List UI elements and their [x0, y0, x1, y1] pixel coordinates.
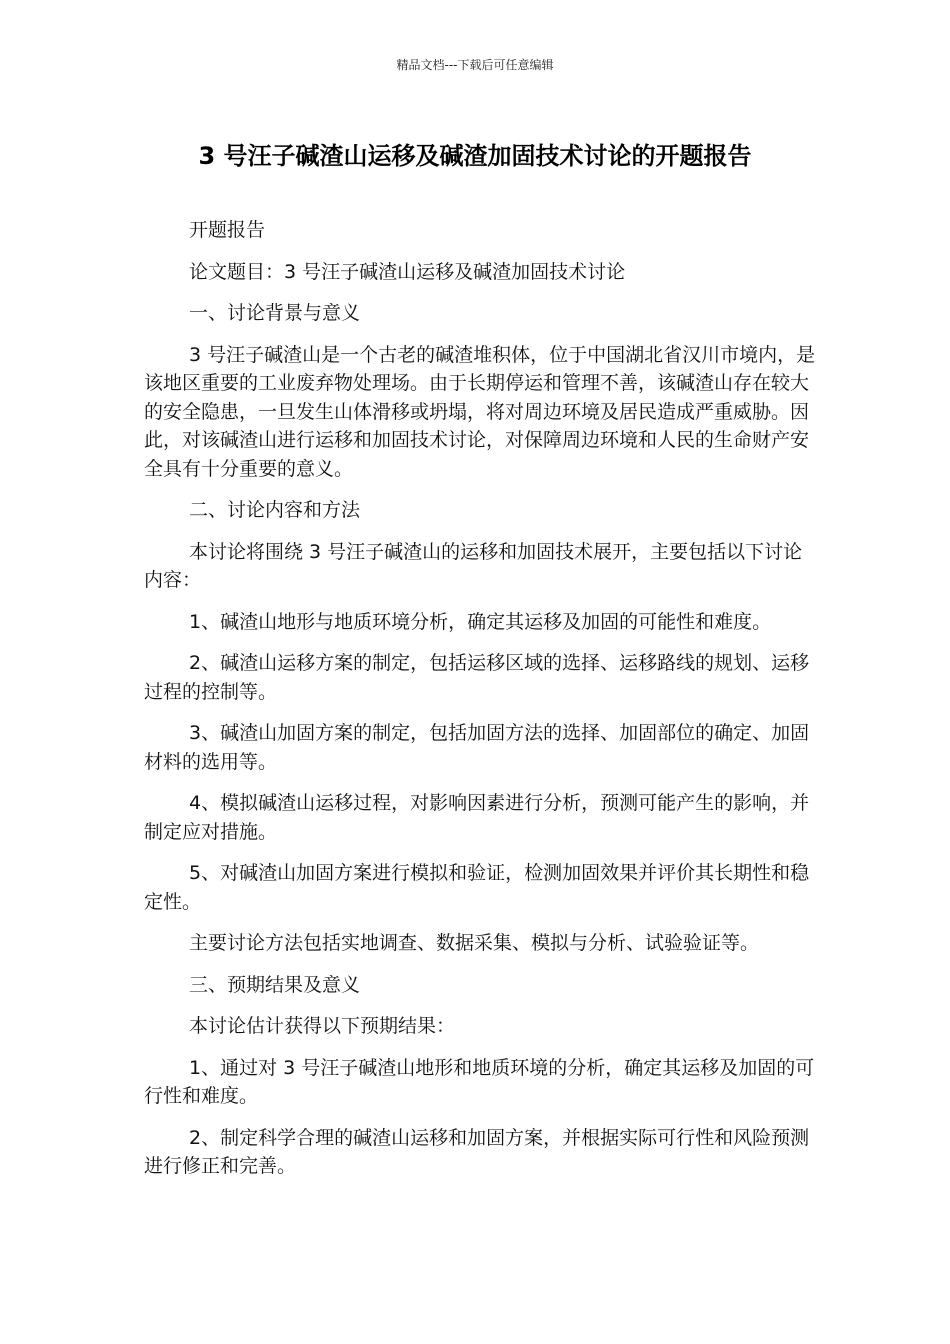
list-item-result-1: 1、通过对 3 号汪子碱渣山地形和地质环境的分析，确定其运移及加固的可行性和难度。: [144, 1056, 815, 1107]
list-item-content-5: 5、对碱渣山加固方案进行模拟和验证，检测加固效果并评价其长期性和稳定性。: [144, 862, 810, 913]
page-header-note: 精品文档---下载后可任意编辑: [396, 58, 554, 72]
section-heading-background: 一、讨论背景与意义: [189, 302, 361, 324]
paragraph-background: 3 号汪子碱渣山是一个古老的碱渣堆积体，位于中国湖北省汉川市境内，是该地区重要的工业废弃物处理场。由于长期停运和管理不善，该碱渣山存在较大的安全隐患，一旦发生山体滑移或坍塌，将对周边环境及居民造成严重威胁。因此，对该碱渣山进行运移和加固技术讨论，对保障周边环境和人民的生命财产安全具有十分重要的意义。: [144, 343, 816, 480]
document-body: [144, 216, 820, 1194]
document-title: 3 号汪子碱渣山运移及碱渣加固技术讨论的开题报告: [198, 142, 752, 170]
paragraph-content-intro: 本讨论将围绕 3 号汪子碱渣山的运移和加固技术展开，主要包括以下讨论内容：: [144, 540, 803, 591]
list-item-content-4: 4、模拟碱渣山运移过程，对影响因素进行分析，预测可能产生的影响，并制定应对措施。: [144, 792, 810, 843]
list-item-result-2: 2、制定科学合理的碱渣山运移和加固方案，并根据实际可行性和风险预测进行修正和完善。: [144, 1126, 810, 1177]
paragraph-methods: 主要讨论方法包括实地调查、数据采集、模拟与分析、试验验证等。: [189, 932, 760, 954]
thesis-title-line: 论文题目：3 号汪子碱渣山运移及碱渣加固技术讨论: [189, 260, 626, 283]
section-heading-expected-results: 三、预期结果及意义: [189, 973, 361, 996]
heading-proposal: 开题报告: [189, 219, 266, 241]
list-item-content-2: 2、碱渣山运移方案的制定，包括运移区域的选择、运移路线的规划、运移过程的控制等。: [144, 652, 810, 703]
paragraph-results-intro: 本讨论估计获得以下预期结果：: [189, 1015, 456, 1037]
list-item-content-3: 3、碱渣山加固方案的制定，包括加固方法的选择、加固部位的确定、加固材料的选用等。: [144, 722, 810, 773]
section-heading-content-methods: 二、讨论内容和方法: [189, 499, 361, 521]
list-item-content-1: 1、碱渣山地形与地质环境分析，确定其运移及加固的可能性和难度。: [189, 610, 772, 633]
